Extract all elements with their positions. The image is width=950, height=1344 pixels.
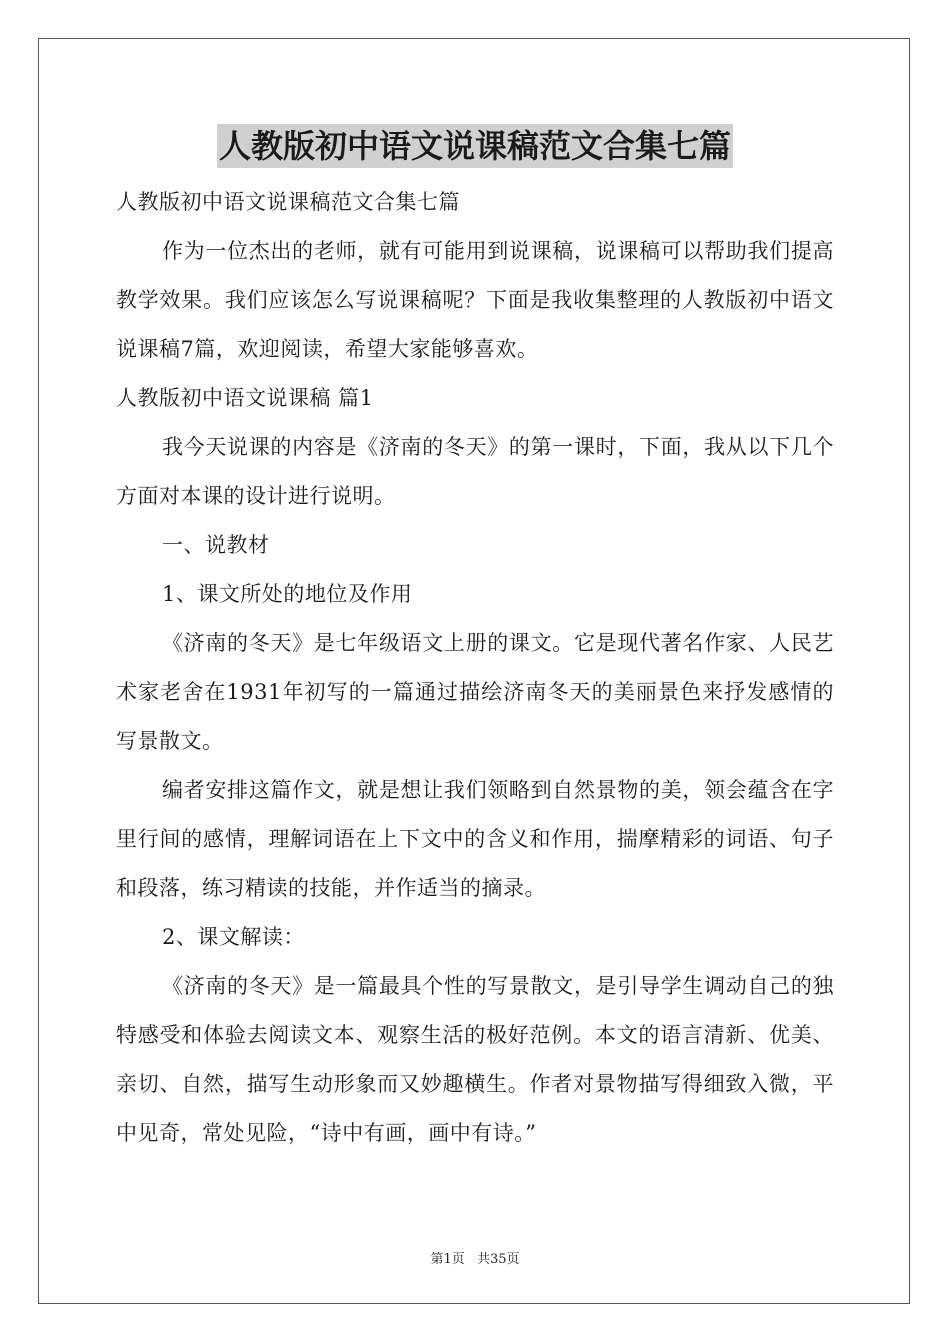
document-body — [116, 124, 834, 1158]
intro-paragraph: 作为一位杰出的老师，就有可能用到说课稿，说课稿可以帮助我们提高教学效果。我们应该怎么写说课稿呢？下面是我收集整理的人教版初中语文说课稿7篇，欢迎阅读，希望大家能够喜欢。 — [116, 239, 834, 361]
title-wrap — [116, 124, 834, 172]
page-total: 共35页 — [476, 1252, 520, 1267]
page-footer — [0, 1248, 950, 1267]
document-subtitle: 人教版初中语文说课稿范文合集七篇 — [116, 190, 460, 214]
paragraph-4: 《济南的冬天》是一篇最具个性的写景散文，是引导学生调动自己的独特感受和体验去阅读文本、观察生活的极好范例。本文的语言清新、优美、亲切、自然，描写生动形象而又妙趣横生。作者对景物描写得细致入微，平中见奇，常处见险，“诗中有画，画中有诗。” — [116, 974, 834, 1145]
heading-interpretation: 2、课文解读： — [162, 925, 305, 949]
document-title: 人教版初中语文说课稿范文合集七篇 — [217, 124, 733, 168]
paragraph-2: 《济南的冬天》是七年级语文上册的课文。它是现代著名作家、人民艺术家老舍在1931年初写的一篇通过描绘济南冬天的美丽景色来抒发感情的写景散文。 — [116, 631, 834, 753]
section-heading: 人教版初中语文说课稿 篇1 — [116, 386, 374, 410]
heading-position: 1、课文所处的地位及作用 — [162, 582, 413, 606]
heading-textbook: 一、说教材 — [162, 533, 270, 557]
paragraph-3: 编者安排这篇作文，就是想让我们领略到自然景物的美，领会蕴含在字里行间的感情，理解词语在上下文中的含义和作用，揣摩精彩的词语、句子和段落，练习精读的技能，并作适当的摘录。 — [116, 778, 834, 900]
paragraph-1: 我今天说课的内容是《济南的冬天》的第一课时，下面，我从以下几个方面对本课的设计进行说明。 — [116, 435, 834, 508]
page-number: 第1页 — [430, 1252, 465, 1267]
